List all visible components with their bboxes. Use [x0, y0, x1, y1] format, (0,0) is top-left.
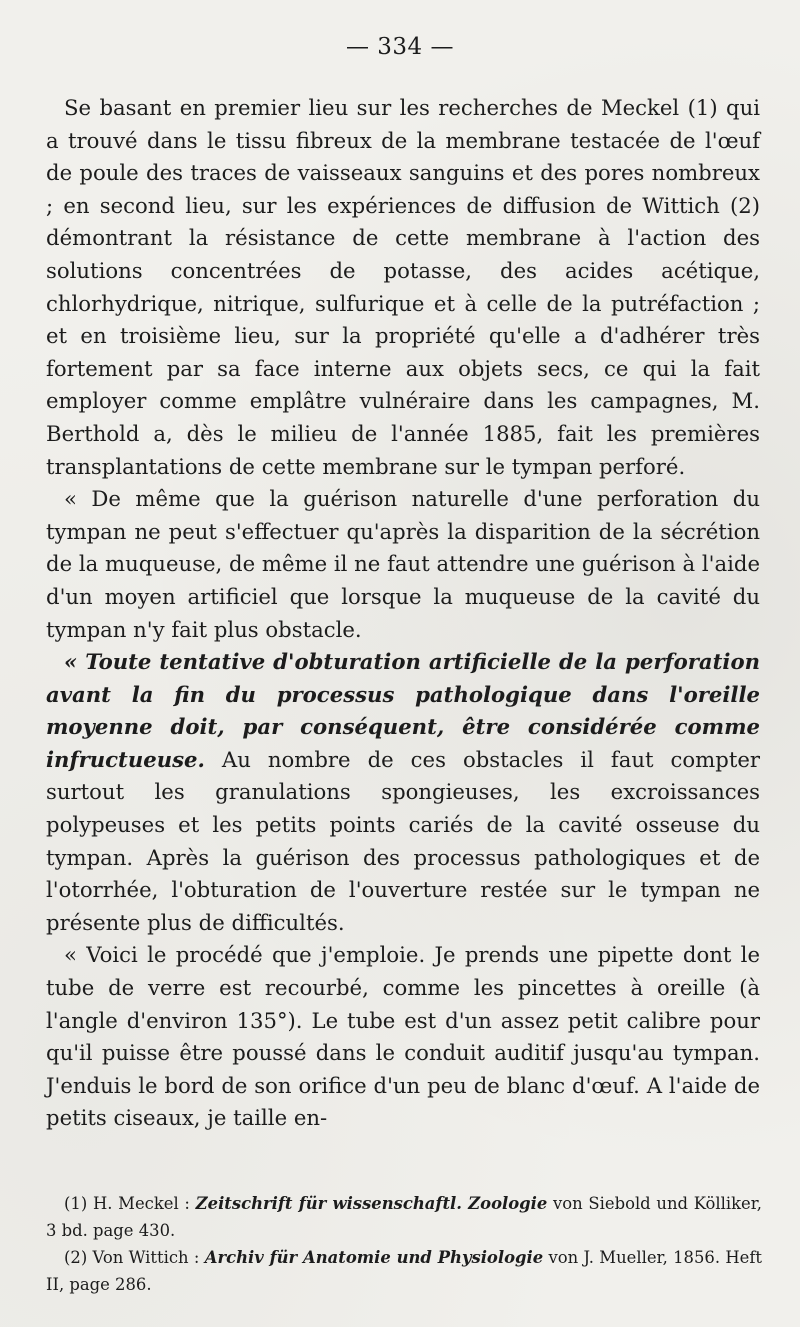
footnote-1: [46, 1190, 762, 1244]
page-number: — 334 —: [345, 34, 455, 60]
paragraph-3-text: Au nombre de ces obstacles il faut compter surtout les granulations spongieuses, les excroissances polypeuses et les petits points cariés de la cavité osseuse du tympan. Après la guérison des processus pathologiques et de l'otorrhée, l'obturation de l'ouverture restée sur le tympan ne présente plus de difficultés.: [46, 746, 760, 935]
paragraph-2: « De même que la guérison naturelle d'une perforation du tympan ne peut s'effectuer qu'après la disparition de la sécrétion de la muqueuse, de même il ne faut attendre une guérison à l'aide d'un moyen artificiel que lorsque la muqueuse de la cavité du tympan n'y fait plus obstacle.: [46, 486, 760, 642]
footnote-1-details: von Siebold und Kölliker, 3 bd. page 430.: [46, 1194, 763, 1240]
paragraph-3: [46, 646, 760, 939]
footnotes: [46, 1190, 762, 1298]
footnote-1-title: Zeitschrift für wissenschaftl. Zoologie: [195, 1194, 548, 1213]
footnote-1-author: (1) H. Meckel :: [64, 1194, 196, 1213]
paragraph-4: « Voici le procédé que j'emploie. Je prends une pipette dont le tube de verre est recourbé, comme les pincettes à oreille (à l'angle d'environ 135°). Le tube est d'un assez petit calibre pour qu'il puisse être poussé dans le conduit auditif jusqu'au tympan. J'enduis le bord de son orifice d'un peu de blanc d'œuf. A l'aide de petits ciseaux, je taille en-: [46, 942, 760, 1131]
footnote-2-author: (2) Von Wittich :: [64, 1248, 205, 1267]
paragraph-1: Se basant en premier lieu sur les recherches de Meckel (1) qui a trouvé dans le tissu fibreux de la membrane testacée de l'œuf de poule des traces de vaisseaux sanguins et des pores nombreux ; en second lieu, sur les expériences de diffusion de Wittich (2) démontrant la résistance de cette membrane à l'action des solutions concentrées de potasse, des acides acétique, chlorhydrique, nitrique, sulfurique et à celle de la putréfaction ; et en troisième lieu, sur la propriété qu'elle a d'adhérer très fortement par sa face interne aux objets secs, ce qui la fait employer comme emplâtre vulnéraire dans les campagnes, M. Berthold a, dès le milieu de l'année 1885, fait les premières transplantations de cette membrane sur le tympan perforé.: [46, 95, 760, 479]
footnote-2-details: von J. Mueller, 1856. Heft II, page 286.: [46, 1248, 763, 1294]
footnote-2-title: Archiv für Anatomie und Physiologie: [204, 1248, 544, 1267]
footnote-2: [46, 1244, 762, 1298]
body-text: [46, 92, 760, 1135]
emphasized-quote: « Toute tentative d'obturation artificielle de la perforation avant la fin du processus pathologique dans l'oreille moyenne doit, par conséquent, être considérée comme infructueuse.: [46, 649, 760, 772]
